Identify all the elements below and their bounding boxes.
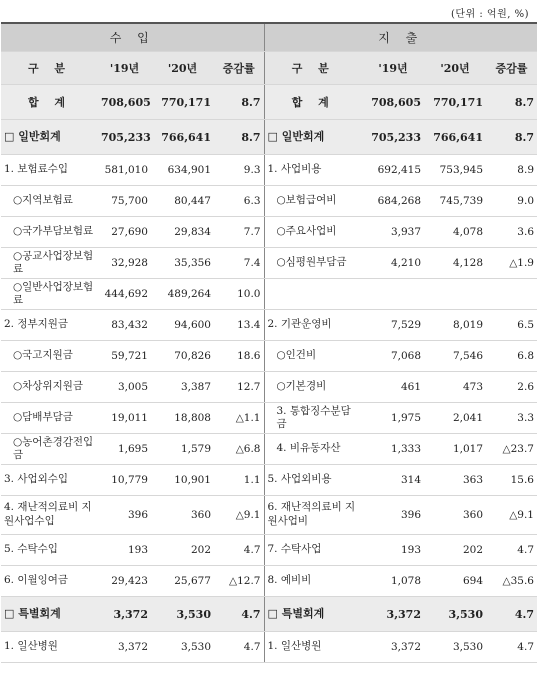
expense-value-2019-cell: 684,268 <box>362 186 424 217</box>
income-change-rate-cell: 7.7 <box>214 217 264 248</box>
income-value-2020-cell: 360 <box>151 496 214 535</box>
expense-value-2019-cell <box>362 279 424 310</box>
expense-value-2020-cell: 3,530 <box>424 632 486 663</box>
income-change-rate-cell: 4.7 <box>214 597 264 632</box>
income-change-rate-cell: 9.3 <box>214 155 264 186</box>
income-value-2020-cell: 1,579 <box>151 434 214 465</box>
table-row <box>1 372 537 403</box>
expense-value-2019-cell: 461 <box>362 372 424 403</box>
income-value-2020-cell: 18,808 <box>151 403 214 434</box>
column-header-row <box>1 52 537 85</box>
income-value-2020-cell: 3,530 <box>151 632 214 663</box>
expense-change-rate-cell: 3.3 <box>486 403 537 434</box>
income-change-rate-cell: △12.7 <box>214 566 264 597</box>
expense-value-2019-cell: 1,333 <box>362 434 424 465</box>
expense-value-2019-cell: 3,937 <box>362 217 424 248</box>
expense-category-cell: 2. 기관운영비 <box>264 310 362 341</box>
expense-category-cell: ○인건비 <box>264 341 362 372</box>
expense-value-2019-cell: 7,529 <box>362 310 424 341</box>
expense-value-2020-cell <box>424 279 486 310</box>
expense-value-2020-cell: 694 <box>424 566 486 597</box>
col-category-income: 구 분 <box>1 52 98 85</box>
income-value-2019-cell: 3,005 <box>98 372 151 403</box>
table-row <box>1 248 537 279</box>
income-value-2019-cell: 705,233 <box>98 120 151 155</box>
expense-header: 지 출 <box>264 23 537 52</box>
income-category-cell: 5. 수탁수입 <box>1 535 98 566</box>
expense-change-rate-cell: 4.7 <box>486 632 537 663</box>
income-value-2020-cell: 35,356 <box>151 248 214 279</box>
expense-value-2020-cell: 4,128 <box>424 248 486 279</box>
income-value-2019-cell: 396 <box>98 496 151 535</box>
income-change-rate-cell: △1.1 <box>214 403 264 434</box>
income-category-cell: 4. 재난적의료비 지원사업수입 <box>1 496 98 535</box>
expense-change-rate-cell: 3.6 <box>486 217 537 248</box>
income-value-2019-cell: 75,700 <box>98 186 151 217</box>
income-change-rate-cell: 8.7 <box>214 85 264 120</box>
expense-category-cell <box>264 279 362 310</box>
table-row <box>1 496 537 535</box>
expense-value-2019-cell: 314 <box>362 465 424 496</box>
expense-value-2020-cell: 745,739 <box>424 186 486 217</box>
income-change-rate-cell: 10.0 <box>214 279 264 310</box>
table-row <box>1 310 537 341</box>
income-category-cell: ○담배부담금 <box>1 403 98 434</box>
expense-value-2019-cell: 4,210 <box>362 248 424 279</box>
income-change-rate-cell: △9.1 <box>214 496 264 535</box>
expense-value-2020-cell: 2,041 <box>424 403 486 434</box>
expense-category-cell: 1. 사업비용 <box>264 155 362 186</box>
income-value-2019-cell: 3,372 <box>98 597 151 632</box>
expense-value-2020-cell: 8,019 <box>424 310 486 341</box>
income-category-cell: ○국고지원금 <box>1 341 98 372</box>
income-category-cell: ○차상위지원금 <box>1 372 98 403</box>
income-value-2020-cell: 3,387 <box>151 372 214 403</box>
expense-category-cell: ○심평원부담금 <box>264 248 362 279</box>
expense-change-rate-cell: 2.6 <box>486 372 537 403</box>
expense-change-rate-cell: △9.1 <box>486 496 537 535</box>
expense-change-rate-cell: 4.7 <box>486 535 537 566</box>
income-value-2020-cell: 202 <box>151 535 214 566</box>
income-value-2019-cell: 59,721 <box>98 341 151 372</box>
expense-category-cell: 8. 예비비 <box>264 566 362 597</box>
table-row <box>1 465 537 496</box>
income-value-2020-cell: 770,171 <box>151 85 214 120</box>
income-change-rate-cell: 7.4 <box>214 248 264 279</box>
table-row <box>1 632 537 663</box>
income-category-cell: ○일반사업장보험료 <box>1 279 98 310</box>
expense-category-cell: 7. 수탁사업 <box>264 535 362 566</box>
expense-change-rate-cell: 8.7 <box>486 85 537 120</box>
table-row <box>1 155 537 186</box>
expense-value-2019-cell: 705,233 <box>362 120 424 155</box>
col-rate-expense: 증감률 <box>486 52 537 85</box>
table-row <box>1 279 537 310</box>
expense-value-2020-cell: 1,017 <box>424 434 486 465</box>
expense-value-2020-cell: 753,945 <box>424 155 486 186</box>
income-value-2019-cell: 32,928 <box>98 248 151 279</box>
income-value-2019-cell: 3,372 <box>98 632 151 663</box>
table-row <box>1 434 537 465</box>
expense-category-cell: 4. 비유동자산 <box>264 434 362 465</box>
expense-change-rate-cell: △35.6 <box>486 566 537 597</box>
expense-change-rate-cell: 9.0 <box>486 186 537 217</box>
table-row <box>1 403 537 434</box>
income-value-2019-cell: 83,432 <box>98 310 151 341</box>
expense-value-2019-cell: 3,372 <box>362 632 424 663</box>
expense-value-2019-cell: 692,415 <box>362 155 424 186</box>
expense-change-rate-cell: △1.9 <box>486 248 537 279</box>
income-category-cell: 2. 정부지원금 <box>1 310 98 341</box>
income-value-2019-cell: 29,423 <box>98 566 151 597</box>
expense-value-2020-cell: 473 <box>424 372 486 403</box>
income-change-rate-cell: 1.1 <box>214 465 264 496</box>
expense-value-2019-cell: 193 <box>362 535 424 566</box>
income-value-2019-cell: 708,605 <box>98 85 151 120</box>
expense-category-cell: ○보험급여비 <box>264 186 362 217</box>
expense-change-rate-cell <box>486 279 537 310</box>
table-row <box>1 217 537 248</box>
expense-change-rate-cell: 6.8 <box>486 341 537 372</box>
expense-value-2020-cell: 766,641 <box>424 120 486 155</box>
expense-category-cell: □ 특별회계 <box>264 597 362 632</box>
income-value-2020-cell: 3,530 <box>151 597 214 632</box>
income-category-cell: 1. 보험료수입 <box>1 155 98 186</box>
income-category-cell: 합 계 <box>1 85 98 120</box>
expense-value-2020-cell: 4,078 <box>424 217 486 248</box>
expense-change-rate-cell: 15.6 <box>486 465 537 496</box>
income-change-rate-cell: 4.7 <box>214 632 264 663</box>
expense-category-cell: 3. 통합징수분담금 <box>264 403 362 434</box>
expense-change-rate-cell: △23.7 <box>486 434 537 465</box>
table-row <box>1 341 537 372</box>
expense-change-rate-cell: 4.7 <box>486 597 537 632</box>
expense-category-cell: ○기본경비 <box>264 372 362 403</box>
col-2019-expense: '19년 <box>362 52 424 85</box>
income-value-2020-cell: 634,901 <box>151 155 214 186</box>
col-2020-expense: '20년 <box>424 52 486 85</box>
income-category-cell: 3. 사업외수입 <box>1 465 98 496</box>
expense-category-cell: 6. 재난적의료비 지원사업비 <box>264 496 362 535</box>
income-value-2019-cell: 19,011 <box>98 403 151 434</box>
col-category-expense: 구 분 <box>264 52 362 85</box>
income-value-2020-cell: 94,600 <box>151 310 214 341</box>
expense-value-2019-cell: 1,975 <box>362 403 424 434</box>
col-rate-income: 증감률 <box>214 52 264 85</box>
income-value-2020-cell: 80,447 <box>151 186 214 217</box>
income-value-2019-cell: 27,690 <box>98 217 151 248</box>
expense-category-cell: ○주요사업비 <box>264 217 362 248</box>
expense-category-cell: 1. 일산병원 <box>264 632 362 663</box>
col-2020-income: '20년 <box>151 52 214 85</box>
income-category-cell: 1. 일산병원 <box>1 632 98 663</box>
table-row <box>1 566 537 597</box>
income-change-rate-cell: 4.7 <box>214 535 264 566</box>
expense-category-cell: 5. 사업외비용 <box>264 465 362 496</box>
income-change-rate-cell: 13.4 <box>214 310 264 341</box>
income-category-cell: □ 특별회계 <box>1 597 98 632</box>
expense-change-rate-cell: 8.9 <box>486 155 537 186</box>
expense-value-2019-cell: 396 <box>362 496 424 535</box>
income-value-2020-cell: 10,901 <box>151 465 214 496</box>
income-value-2019-cell: 10,779 <box>98 465 151 496</box>
col-2019-income: '19년 <box>98 52 151 85</box>
income-category-cell: ○농어촌경감전입금 <box>1 434 98 465</box>
income-value-2019-cell: 193 <box>98 535 151 566</box>
expense-value-2019-cell: 1,078 <box>362 566 424 597</box>
income-value-2020-cell: 25,677 <box>151 566 214 597</box>
expense-value-2020-cell: 363 <box>424 465 486 496</box>
income-header: 수 입 <box>1 23 264 52</box>
unit-label: (단위 : 억원, %) <box>450 9 529 20</box>
expense-value-2019-cell: 3,372 <box>362 597 424 632</box>
income-change-rate-cell: 12.7 <box>214 372 264 403</box>
budget-table <box>1 22 537 663</box>
table-row <box>1 120 537 155</box>
income-value-2019-cell: 581,010 <box>98 155 151 186</box>
table-row <box>1 535 537 566</box>
income-value-2020-cell: 489,264 <box>151 279 214 310</box>
income-category-cell: 6. 이월잉여금 <box>1 566 98 597</box>
expense-value-2019-cell: 708,605 <box>362 85 424 120</box>
expense-value-2019-cell: 7,068 <box>362 341 424 372</box>
expense-change-rate-cell: 6.5 <box>486 310 537 341</box>
income-change-rate-cell: 6.3 <box>214 186 264 217</box>
income-category-cell: ○지역보험료 <box>1 186 98 217</box>
income-value-2020-cell: 29,834 <box>151 217 214 248</box>
income-value-2020-cell: 70,826 <box>151 341 214 372</box>
income-category-cell: ○공교사업장보험료 <box>1 248 98 279</box>
income-category-cell: ○국가부담보험료 <box>1 217 98 248</box>
income-category-cell: □ 일반회계 <box>1 120 98 155</box>
expense-change-rate-cell: 8.7 <box>486 120 537 155</box>
table-row <box>1 85 537 120</box>
income-value-2019-cell: 444,692 <box>98 279 151 310</box>
table-row <box>1 186 537 217</box>
expense-value-2020-cell: 202 <box>424 535 486 566</box>
income-value-2019-cell: 1,695 <box>98 434 151 465</box>
income-change-rate-cell: 18.6 <box>214 341 264 372</box>
expense-category-cell: 합 계 <box>264 85 362 120</box>
income-change-rate-cell: △6.8 <box>214 434 264 465</box>
expense-value-2020-cell: 3,530 <box>424 597 486 632</box>
income-value-2020-cell: 766,641 <box>151 120 214 155</box>
expense-value-2020-cell: 360 <box>424 496 486 535</box>
expense-value-2020-cell: 770,171 <box>424 85 486 120</box>
expense-value-2020-cell: 7,546 <box>424 341 486 372</box>
expense-category-cell: □ 일반회계 <box>264 120 362 155</box>
table-row <box>1 597 537 632</box>
income-change-rate-cell: 8.7 <box>214 120 264 155</box>
